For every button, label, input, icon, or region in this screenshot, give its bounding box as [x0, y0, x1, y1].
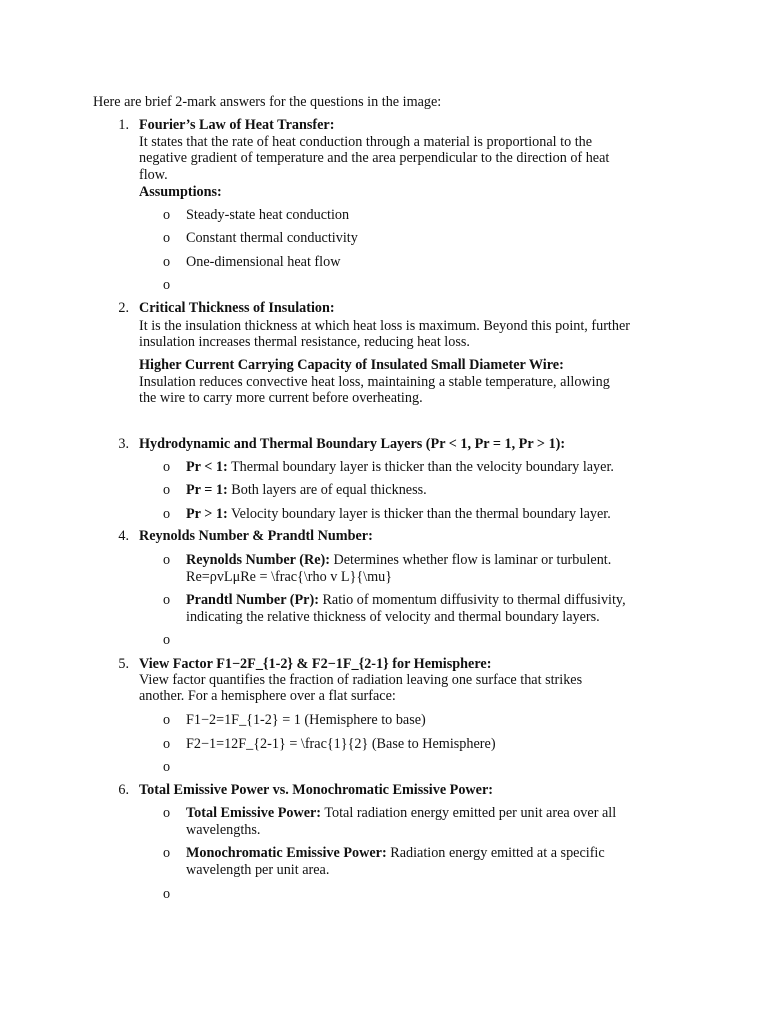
bullet-marker: o — [163, 506, 171, 522]
bullet-text: Reynolds Number (Re): Determines whether flow is laminar or turbulent. — [186, 552, 612, 568]
bullet-text: Steady-state heat conduction — [186, 207, 350, 223]
bullet-text: Pr < 1: Thermal boundary layer is thicker than the velocity boundary layer. — [186, 459, 614, 475]
item-body-line: another. For a hemisphere over a flat surface: — [139, 688, 396, 704]
bullet-marker: o — [163, 886, 171, 902]
bullet-marker: o — [163, 482, 171, 498]
bullet-text: F1−2=1F_{1-2} = 1 (Hemisphere to base) — [186, 712, 426, 728]
bullet-marker: o — [163, 632, 171, 648]
item-heading: View Factor F1−2F_{1-2} & F2−1F_{2-1} for Hemisphere: — [139, 656, 492, 672]
item-number: 4. — [118, 528, 129, 544]
item-number: 1. — [118, 117, 129, 133]
bullet-text-cont: wavelength per unit area. — [186, 862, 330, 878]
bullet-text: Pr > 1: Velocity boundary layer is thicker than the thermal boundary layer. — [186, 506, 611, 522]
bullet-marker: o — [163, 230, 171, 246]
bullet-marker: o — [163, 254, 171, 270]
bullet-text-cont: indicating the relative thickness of velocity and thermal boundary layers. — [186, 609, 600, 625]
bullet-text: Monochromatic Emissive Power: Radiation energy emitted at a specific — [186, 845, 605, 861]
item-heading: Critical Thickness of Insulation: — [139, 300, 335, 316]
bullet-marker: o — [163, 207, 171, 223]
item-subheading: Assumptions: — [139, 184, 222, 200]
item-number: 5. — [118, 656, 129, 672]
item-body-line: It is the insulation thickness at which heat loss is maximum. Beyond this point, further — [139, 318, 630, 334]
bullet-marker: o — [163, 712, 171, 728]
item-body-line: insulation increases thermal resistance, reducing heat loss. — [139, 334, 470, 350]
item-heading: Fourier’s Law of Heat Transfer: — [139, 117, 335, 133]
item-body-line: It states that the rate of heat conduction through a material is proportional to the — [139, 134, 593, 150]
item-subheading: Higher Current Carrying Capacity of Insulated Small Diameter Wire: — [139, 357, 564, 373]
item-body-line: View factor quantifies the fraction of radiation leaving one surface that strikes — [139, 672, 583, 688]
item-body-line: negative gradient of temperature and the area perpendicular to the direction of heat — [139, 150, 610, 166]
item-body-line: flow. — [139, 167, 168, 183]
bullet-marker: o — [163, 759, 171, 775]
bullet-text-cont: Re=ρvLμRe = \frac{\rho v L}{\mu} — [186, 569, 393, 585]
bullet-text: One-dimensional heat flow — [186, 254, 341, 270]
bullet-text: Total Emissive Power: Total radiation energy emitted per unit area over all — [186, 805, 617, 821]
bullet-marker: o — [163, 736, 171, 752]
bullet-marker: o — [163, 277, 171, 293]
item-number: 6. — [118, 782, 129, 798]
item-number: 3. — [118, 436, 129, 452]
item-heading: Hydrodynamic and Thermal Boundary Layers (Pr < 1, Pr = 1, Pr > 1): — [139, 436, 566, 452]
item-number: 2. — [118, 300, 129, 316]
bullet-text: Prandtl Number (Pr): Ratio of momentum diffusivity to thermal diffusivity, — [186, 592, 626, 608]
bullet-marker: o — [163, 845, 171, 861]
item-heading: Reynolds Number & Prandtl Number: — [139, 528, 373, 544]
item-body-line: Insulation reduces convective heat loss, maintaining a stable temperature, allowing — [139, 374, 610, 390]
item-body-line: the wire to carry more current before overheating. — [139, 390, 423, 406]
bullet-marker: o — [163, 552, 171, 568]
bullet-text: Pr = 1: Both layers are of equal thickness. — [186, 482, 427, 498]
bullet-text: F2−1=12F_{2-1} = \frac{1}{2} (Base to Hemisphere) — [186, 736, 496, 752]
bullet-marker: o — [163, 592, 171, 608]
bullet-text-cont: wavelengths. — [186, 822, 261, 838]
bullet-marker: o — [163, 805, 171, 821]
item-heading: Total Emissive Power vs. Monochromatic Emissive Power: — [139, 782, 493, 798]
intro-text: Here are brief 2-mark answers for the questions in the image: — [93, 94, 442, 110]
bullet-text: Constant thermal conductivity — [186, 230, 358, 246]
bullet-marker: o — [163, 459, 171, 475]
